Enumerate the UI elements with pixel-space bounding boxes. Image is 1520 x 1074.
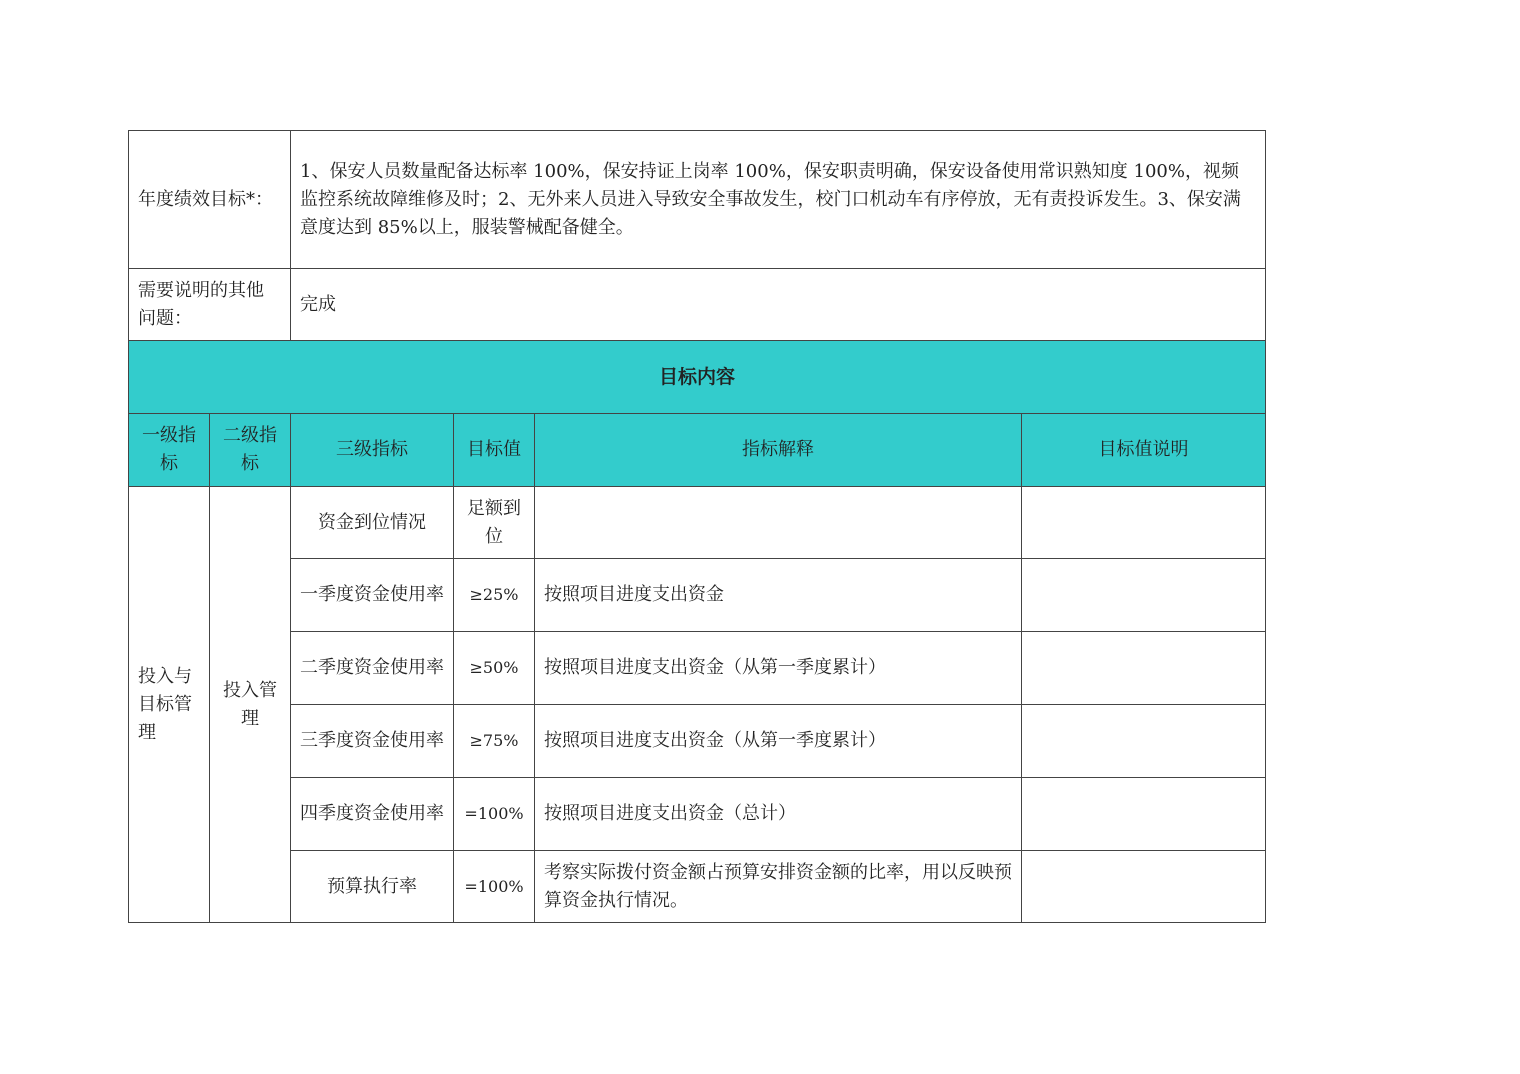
performance-target-table bbox=[128, 130, 1266, 923]
other-issues-row bbox=[129, 269, 1266, 341]
header-row bbox=[129, 414, 1266, 487]
other-issues-text: 完成 bbox=[291, 269, 1266, 341]
level3-cell: 三季度资金使用率 bbox=[291, 705, 454, 778]
table-row bbox=[129, 778, 1266, 851]
table-row bbox=[129, 705, 1266, 778]
header-explain: 指标解释 bbox=[535, 414, 1022, 487]
note-cell bbox=[1022, 705, 1266, 778]
target-cell: ≥75% bbox=[454, 705, 535, 778]
level3-cell: 资金到位情况 bbox=[291, 487, 454, 559]
table-row bbox=[129, 487, 1266, 559]
target-cell: ≥50% bbox=[454, 632, 535, 705]
header-level1: 一级指标 bbox=[129, 414, 210, 487]
target-cell: 足额到位 bbox=[454, 487, 535, 559]
explain-cell: 按照项目进度支出资金 bbox=[535, 559, 1022, 632]
table-row bbox=[129, 559, 1266, 632]
level3-cell: 二季度资金使用率 bbox=[291, 632, 454, 705]
explain-cell: 按照项目进度支出资金（从第一季度累计） bbox=[535, 705, 1022, 778]
explain-cell: 按照项目进度支出资金（总计） bbox=[535, 778, 1022, 851]
table-row bbox=[129, 632, 1266, 705]
level3-cell: 预算执行率 bbox=[291, 851, 454, 923]
explain-cell bbox=[535, 487, 1022, 559]
annual-goal-row bbox=[129, 131, 1266, 269]
section-title: 目标内容 bbox=[129, 341, 1266, 414]
note-cell bbox=[1022, 778, 1266, 851]
header-level3: 三级指标 bbox=[291, 414, 454, 487]
header-target: 目标值 bbox=[454, 414, 535, 487]
note-cell bbox=[1022, 632, 1266, 705]
section-title-row bbox=[129, 341, 1266, 414]
header-note: 目标值说明 bbox=[1022, 414, 1266, 487]
other-issues-label: 需要说明的其他问题： bbox=[129, 269, 291, 341]
level3-cell: 一季度资金使用率 bbox=[291, 559, 454, 632]
explain-cell: 考察实际拨付资金额占预算安排资金额的比率，用以反映预算资金执行情况。 bbox=[535, 851, 1022, 923]
note-cell bbox=[1022, 487, 1266, 559]
note-cell bbox=[1022, 851, 1266, 923]
target-cell: =100% bbox=[454, 778, 535, 851]
explain-cell: 按照项目进度支出资金（从第一季度累计） bbox=[535, 632, 1022, 705]
table-row bbox=[129, 851, 1266, 923]
target-cell: ≥25% bbox=[454, 559, 535, 632]
annual-goal-text: 1、保安人员数量配备达标率 100%，保安持证上岗率 100%，保安职责明确，保安设备使用常识熟知度 100%，视频监控系统故障维修及时；2、无外来人员进入导致安全事故发生，校门口机动车有序停放，无有责投诉发生。3、保安满意度达到 85%以上，服装警械配备健全。 bbox=[291, 131, 1266, 269]
level1-cell: 投入与目标管理 bbox=[129, 487, 210, 923]
note-cell bbox=[1022, 559, 1266, 632]
level2-cell: 投入管理 bbox=[210, 487, 291, 923]
annual-goal-label: 年度绩效目标*： bbox=[129, 131, 291, 269]
target-cell: =100% bbox=[454, 851, 535, 923]
header-level2: 二级指标 bbox=[210, 414, 291, 487]
level3-cell: 四季度资金使用率 bbox=[291, 778, 454, 851]
